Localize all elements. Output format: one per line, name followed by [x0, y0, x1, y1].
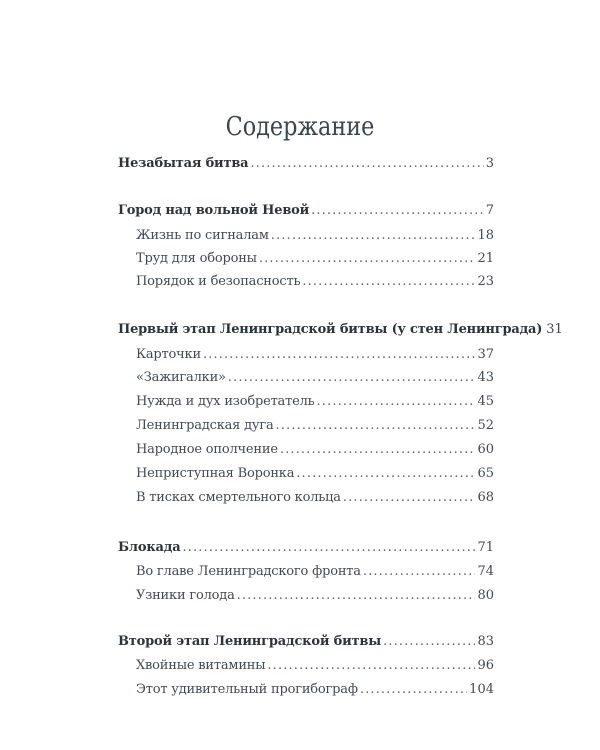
page-title: Содержание	[225, 112, 375, 142]
toc-section-title: Этот удивительный прогибограф	[136, 682, 358, 697]
toc-section[interactable]	[136, 442, 494, 462]
dot-leader	[182, 540, 475, 555]
toc-page-number: 80	[477, 588, 494, 603]
toc-section-title: Хвойные витамины	[136, 658, 266, 673]
toc-section[interactable]	[136, 658, 494, 678]
dot-leader	[267, 658, 475, 673]
dot-leader	[280, 442, 476, 457]
toc-chapter-4[interactable]	[118, 540, 494, 560]
dot-leader	[259, 251, 476, 266]
toc-section-title: Труд для обороны	[136, 251, 257, 266]
toc-section[interactable]	[136, 274, 494, 294]
toc-chapter-3[interactable]	[118, 322, 563, 342]
toc-section-title: Жизнь по сигналам	[136, 228, 269, 243]
toc-page-number: 71	[477, 540, 494, 555]
toc-page-number: 18	[477, 228, 494, 243]
toc-section[interactable]	[136, 228, 494, 248]
toc-section-title: Во главе Ленинградского фронта	[136, 564, 361, 579]
dot-leader	[276, 418, 476, 433]
toc-chapter-5[interactable]	[118, 634, 494, 654]
toc-section[interactable]	[136, 564, 494, 584]
toc-page-number: 45	[477, 394, 494, 409]
toc-section-title: Ленинградская дуга	[136, 418, 274, 433]
dot-leader	[296, 466, 475, 481]
toc-chapter-title: Второй этап Ленинградской битвы	[118, 634, 382, 649]
dot-leader	[317, 394, 476, 409]
toc-page-number: 52	[477, 418, 494, 433]
toc-page-number: 104	[469, 682, 494, 697]
toc-section-title: Карточки	[136, 347, 201, 362]
dot-leader	[228, 370, 476, 385]
toc-page-number: 83	[477, 634, 494, 649]
toc-page-number: 43	[477, 370, 494, 385]
toc-chapter-title: Блокада	[118, 540, 181, 555]
toc-page-number: 3	[485, 156, 494, 171]
dot-leader	[311, 203, 484, 218]
toc-section-title: Порядок и безопасность	[136, 274, 301, 289]
toc-section[interactable]	[136, 347, 494, 367]
dot-leader	[302, 274, 475, 289]
toc-chapter-title: Первый этап Ленинградской битвы (у стен Ленинграда)	[118, 322, 543, 337]
toc-page-number: 65	[477, 466, 494, 481]
toc-section-title: «Зажигалки»	[136, 370, 226, 385]
toc-section-title: Нужда и дух изобретатель	[136, 394, 315, 409]
toc-page-number: 23	[477, 274, 494, 289]
toc-chapter-title: Город над вольной Невой	[118, 203, 310, 218]
toc-section[interactable]	[136, 418, 494, 438]
toc-chapter-2[interactable]	[118, 203, 494, 223]
toc-page-number: 60	[477, 442, 494, 457]
dot-leader	[237, 588, 476, 603]
toc-page-number: 96	[477, 658, 494, 673]
toc-section-title: Народное ополчение	[136, 442, 278, 457]
toc-chapter-title: Незабытая битва	[118, 156, 249, 171]
dot-leader	[203, 347, 476, 362]
dot-leader	[360, 682, 467, 697]
toc-page-number: 7	[485, 203, 494, 218]
toc-section-title: Узники голода	[136, 588, 235, 603]
toc-section[interactable]	[136, 466, 494, 486]
toc-page-number: 31	[546, 322, 563, 337]
toc-section-title: Неприступная Воронка	[136, 466, 295, 481]
dot-leader	[343, 490, 476, 505]
toc-section-title: В тисках смертельного кольца	[136, 490, 341, 505]
dot-leader	[363, 564, 476, 579]
toc-section[interactable]	[136, 490, 494, 510]
toc-chapter-1[interactable]	[118, 156, 494, 176]
toc-section[interactable]	[136, 370, 494, 390]
dot-leader	[250, 156, 483, 171]
toc-section[interactable]	[136, 682, 494, 702]
toc-section[interactable]	[136, 588, 494, 608]
toc-section[interactable]	[136, 251, 494, 271]
toc-page-number: 21	[477, 251, 494, 266]
toc-page-number: 37	[477, 347, 494, 362]
dot-leader	[383, 634, 475, 649]
toc-page-number: 68	[477, 490, 494, 505]
toc-page-number: 74	[477, 564, 494, 579]
dot-leader	[271, 228, 476, 243]
toc-section[interactable]	[136, 394, 494, 414]
